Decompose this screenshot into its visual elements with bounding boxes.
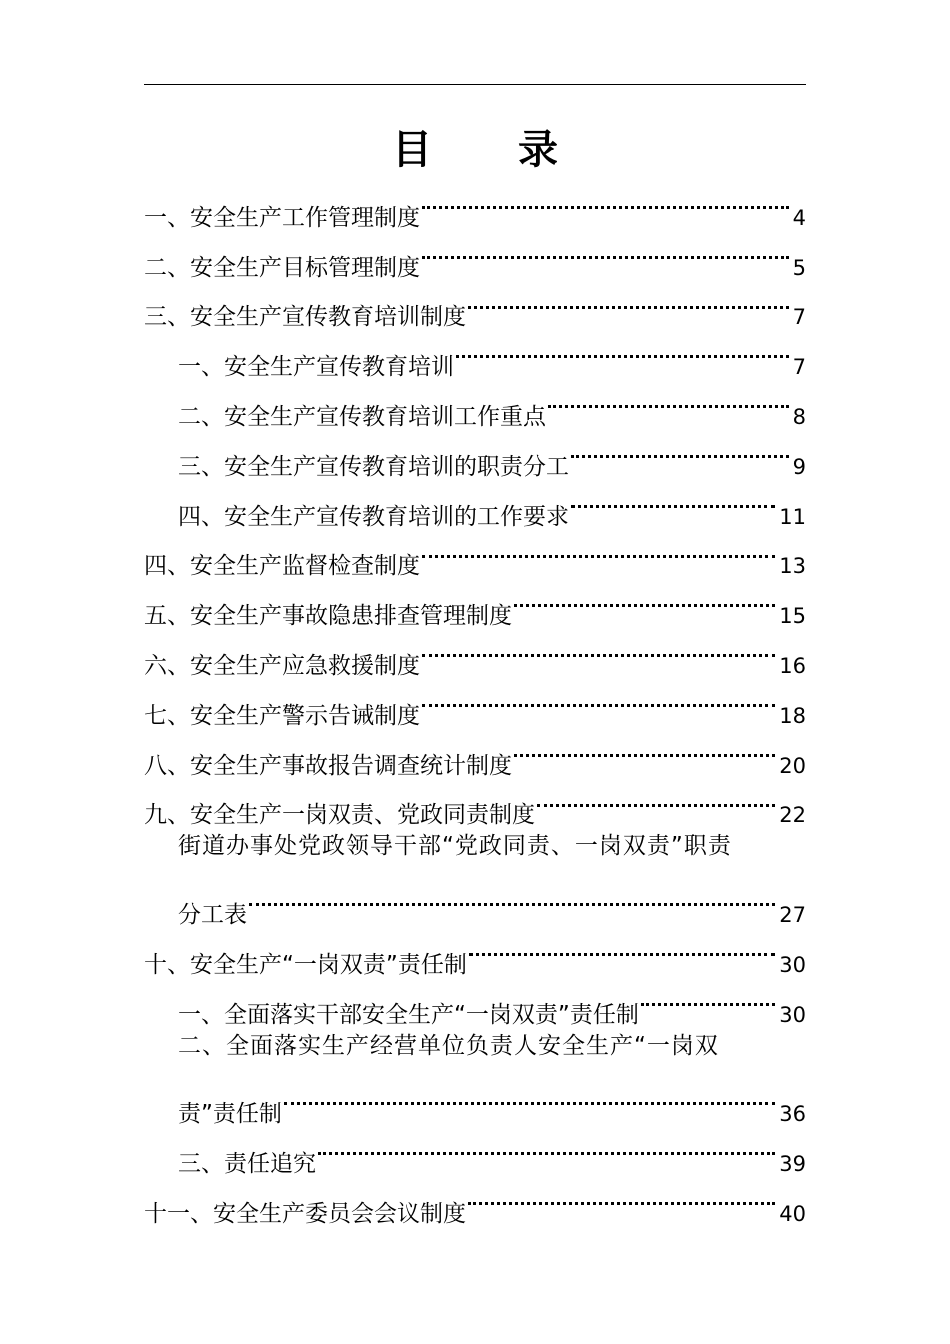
- toc-subentry[interactable]: [144, 474, 806, 530]
- dot-leader: [249, 872, 775, 922]
- toc-subentry[interactable]: [144, 1121, 806, 1177]
- dot-leader: [514, 723, 775, 773]
- toc-entry[interactable]: [144, 773, 806, 829]
- toc-entry-text: 九、安全生产一岗双责、党政同责制度: [144, 802, 535, 829]
- toc-page-number: 30: [779, 952, 806, 977]
- toc-entry-text: 二、安全生产目标管理制度: [144, 254, 420, 281]
- toc-entry[interactable]: [144, 673, 806, 729]
- toc-entry-text: 六、安全生产应急救援制度: [144, 652, 420, 679]
- dot-leader: [537, 773, 775, 823]
- toc-entry-text: 一、安全生产工作管理制度: [144, 204, 420, 231]
- dot-leader: [548, 374, 789, 424]
- dot-leader: [469, 922, 775, 972]
- toc-entry-text-line1: 二、全面落实生产经营单位负责人安全生产“一岗双: [178, 1032, 719, 1059]
- dot-leader: [468, 1171, 775, 1221]
- toc-entry-text: 四、安全生产宣传教育培训的工作要求: [178, 503, 569, 530]
- toc-page-number: 9: [792, 454, 806, 479]
- toc-page-number: 27: [779, 902, 806, 927]
- toc-entry-text: 三、责任追究: [178, 1150, 316, 1177]
- dot-leader: [571, 424, 789, 474]
- toc-entry-text: 三、安全生产宣传教育培训制度: [144, 304, 466, 331]
- toc-page-number: 36: [779, 1102, 806, 1127]
- toc-entry[interactable]: [144, 175, 806, 231]
- header-rule: [144, 84, 806, 85]
- toc-entry[interactable]: [144, 275, 806, 331]
- toc-entry[interactable]: [144, 524, 806, 580]
- toc-entry-text: 二、安全生产宣传教育培训工作重点: [178, 403, 546, 430]
- toc-page-number: 7: [792, 355, 806, 380]
- toc-page-number: 16: [779, 653, 806, 678]
- toc-list: [144, 175, 806, 1227]
- toc-entry[interactable]: [144, 623, 806, 679]
- dot-leader: [422, 225, 789, 275]
- toc-subentry[interactable]: [144, 424, 806, 480]
- toc-page-number: 39: [779, 1151, 806, 1176]
- toc-page-number: 8: [792, 404, 806, 429]
- dot-leader: [468, 275, 789, 325]
- dot-leader: [456, 324, 789, 374]
- toc-entry-text: 八、安全生产事故报告调查统计制度: [144, 752, 512, 779]
- toc-page-number: 40: [779, 1201, 806, 1226]
- toc-subentry[interactable]: [144, 374, 806, 430]
- dot-leader: [284, 1071, 775, 1121]
- dot-leader: [422, 623, 775, 673]
- toc-subentry-multiline[interactable]: [144, 1022, 806, 1128]
- toc-page-number: 22: [779, 803, 806, 828]
- toc-entry-text: 一、全面落实干部安全生产“一岗双责”责任制: [178, 1001, 639, 1028]
- dot-leader: [422, 673, 775, 723]
- toc-entry-text: 七、安全生产警示告诫制度: [144, 702, 420, 729]
- toc-entry-text-line2: 分工表: [178, 901, 247, 928]
- toc-entry-text: 十一、安全生产委员会会议制度: [144, 1200, 466, 1227]
- toc-subentry[interactable]: [144, 324, 806, 381]
- toc-entry-text: 一、安全生产宣传教育培训: [178, 354, 454, 381]
- dot-leader: [571, 474, 775, 524]
- toc-entry-text: 十、安全生产“一岗双责”责任制: [144, 951, 467, 978]
- toc-subentry-multiline[interactable]: [144, 822, 806, 928]
- toc-entry-text: 三、安全生产宣传教育培训的职责分工: [178, 453, 569, 480]
- toc-page-number: 5: [792, 255, 806, 280]
- toc-entry[interactable]: [144, 723, 806, 779]
- toc-entry[interactable]: [144, 573, 806, 630]
- dot-leader: [641, 972, 775, 1022]
- dot-leader: [318, 1121, 775, 1171]
- toc-page-number: 18: [779, 703, 806, 728]
- dot-leader: [422, 175, 789, 225]
- toc-page-number: 7: [792, 305, 806, 330]
- dot-leader: [514, 573, 775, 623]
- toc-entry-text-line1: 街道办事处党政领导干部“党政同责、一岗双责”职责: [178, 833, 732, 860]
- toc-page-number: 30: [779, 1002, 806, 1027]
- toc-page-number: 15: [779, 604, 806, 629]
- toc-entry-text-line2: 责”责任制: [178, 1101, 282, 1128]
- toc-subentry[interactable]: [144, 972, 806, 1028]
- toc-entry[interactable]: [144, 922, 806, 978]
- toc-page-number: 13: [779, 554, 806, 579]
- toc-entry[interactable]: [144, 225, 806, 281]
- toc-title: 目 录: [392, 127, 594, 173]
- dot-leader: [422, 524, 775, 574]
- toc-entry-text: 五、安全生产事故隐患排查管理制度: [144, 603, 512, 630]
- toc-entry-text: 四、安全生产监督检查制度: [144, 553, 420, 580]
- toc-page-number: 20: [779, 753, 806, 778]
- toc-page-number: 11: [779, 504, 806, 529]
- toc-page-number: 4: [792, 205, 806, 230]
- toc-entry[interactable]: [144, 1171, 806, 1227]
